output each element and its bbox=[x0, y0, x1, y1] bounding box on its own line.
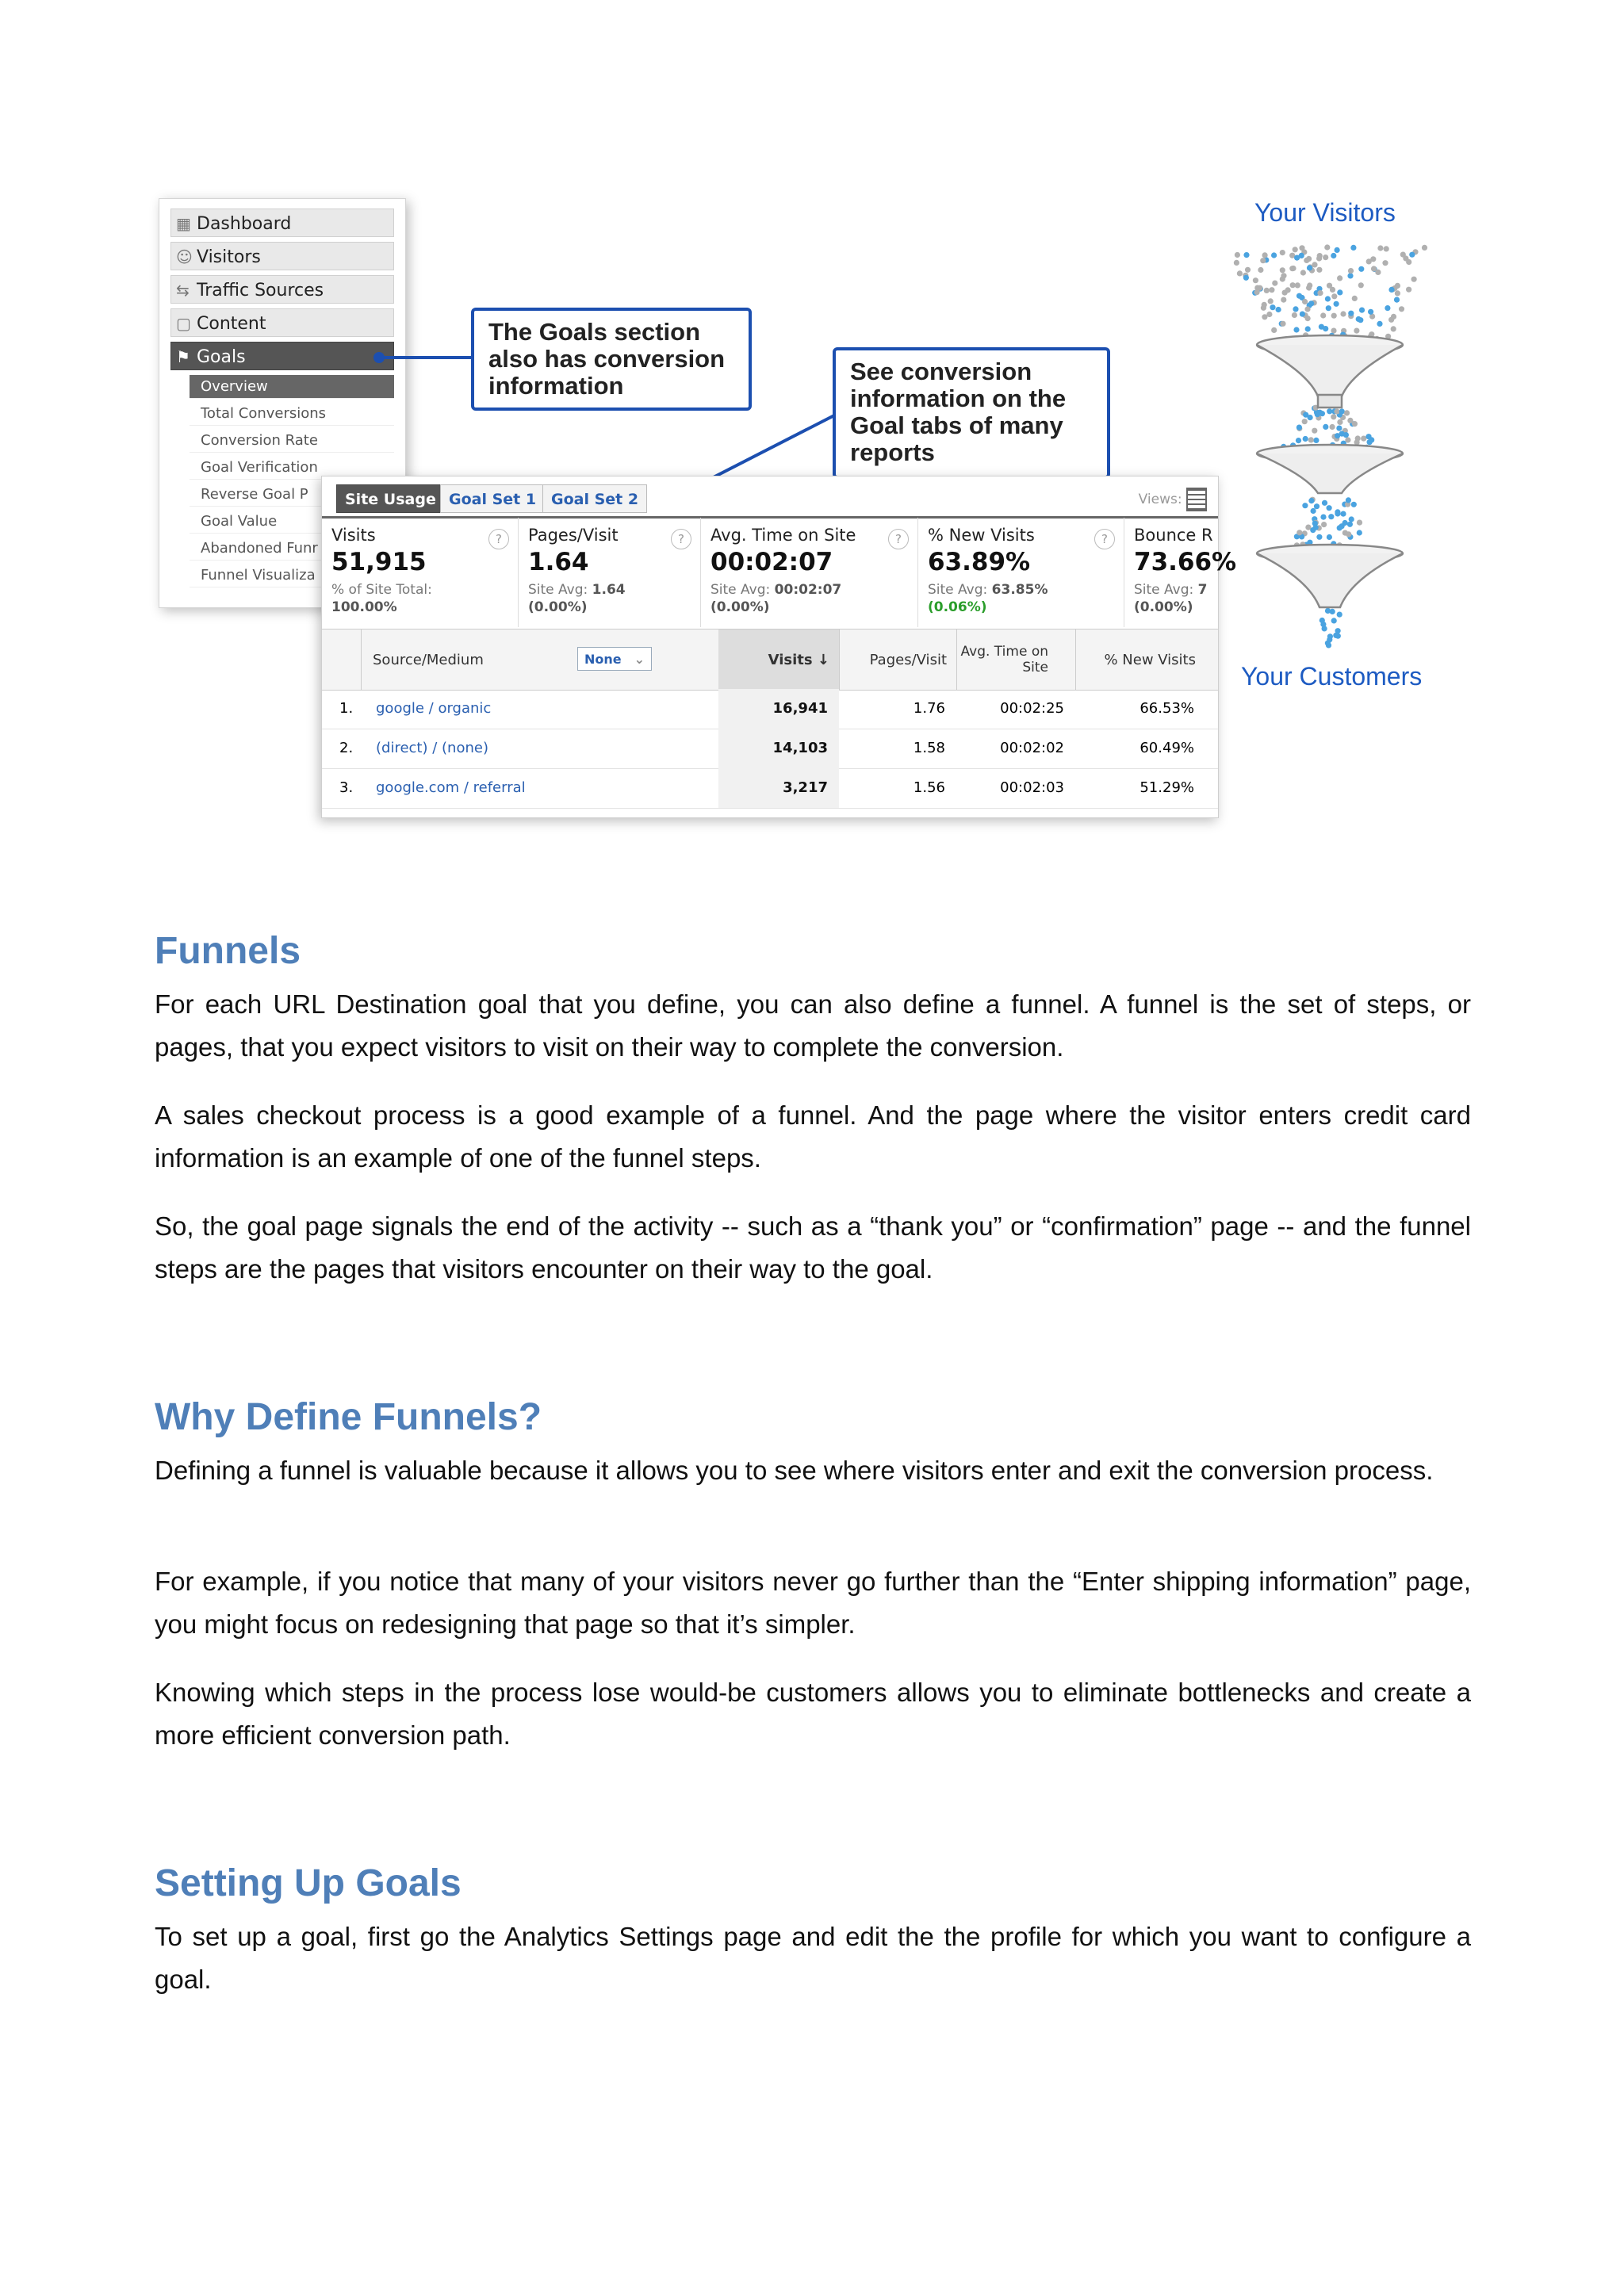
visitor-dot bbox=[1303, 412, 1308, 418]
visitor-dot bbox=[1294, 255, 1300, 261]
visitor-dot bbox=[1411, 277, 1417, 282]
visitor-dot bbox=[1269, 287, 1274, 293]
visitor-dot bbox=[1349, 516, 1354, 522]
visitor-dot bbox=[1354, 328, 1359, 334]
funnel-stage-3 bbox=[1257, 545, 1403, 607]
visitor-dot bbox=[1335, 509, 1340, 515]
visitor-dot bbox=[1280, 321, 1285, 327]
visitor-dot bbox=[1357, 520, 1362, 526]
visitor-dot bbox=[1347, 273, 1353, 278]
visitor-dot bbox=[1322, 626, 1327, 631]
help-icon[interactable]: ? bbox=[1094, 529, 1115, 549]
grid-view-icon[interactable] bbox=[1186, 488, 1207, 511]
visitor-dot bbox=[1352, 296, 1358, 301]
person-icon: ☺ bbox=[176, 247, 193, 266]
table-header bbox=[322, 629, 1218, 691]
visitor-dot bbox=[1342, 530, 1348, 536]
visitor-dot bbox=[1316, 267, 1322, 273]
visitor-dot bbox=[1321, 522, 1327, 527]
visitor-dot bbox=[1317, 253, 1323, 258]
metric-sub: Site Avg: 63.85% (0.06%) bbox=[928, 582, 1048, 615]
visitor-dot bbox=[1385, 305, 1390, 311]
visitor-dot bbox=[1330, 424, 1335, 430]
visitor-dot bbox=[1313, 438, 1319, 443]
visitor-dot bbox=[1324, 244, 1330, 250]
visitor-dot bbox=[1293, 247, 1298, 252]
new-visits-cell: 60.49% bbox=[1139, 740, 1194, 756]
dashboard-icon: ▦ bbox=[176, 214, 191, 233]
visitor-dot bbox=[1262, 252, 1268, 258]
traffic-icon: ⇆ bbox=[176, 281, 190, 300]
sidebar-item-label: Visitors bbox=[197, 247, 261, 267]
visitor-dot bbox=[1331, 293, 1337, 299]
paragraph: A sales checkout process is a good example of a funnel. And the page where the visitor enters credit card information is an example of one of the funnel steps. bbox=[155, 1100, 1471, 1173]
sub-item-goal-verification[interactable]: Goal Verification bbox=[190, 456, 394, 480]
metric-new-visits bbox=[918, 518, 1124, 627]
visitor-dot bbox=[1297, 425, 1302, 430]
visitor-dot bbox=[1391, 326, 1396, 331]
visits-cell: 16,941 bbox=[718, 689, 839, 729]
visitor-dot bbox=[1302, 299, 1308, 304]
visitor-dot bbox=[1314, 503, 1320, 509]
report-panel bbox=[321, 476, 1237, 818]
visitor-dot bbox=[1302, 503, 1308, 508]
visitor-dot bbox=[1337, 612, 1342, 618]
visitor-dot bbox=[1323, 254, 1328, 260]
source-link[interactable]: (direct) / (none) bbox=[376, 740, 488, 756]
report-tabbar bbox=[322, 476, 1218, 519]
visitor-dot bbox=[1347, 522, 1353, 527]
table-row bbox=[322, 689, 1218, 729]
tab-goal-set-1[interactable]: Goal Set 1 bbox=[440, 484, 545, 513]
tab-site-usage[interactable]: Site Usage bbox=[336, 484, 445, 513]
visitor-dot bbox=[1281, 297, 1286, 303]
help-icon[interactable]: ? bbox=[888, 529, 909, 549]
visitor-dot bbox=[1330, 609, 1335, 614]
visitor-dot bbox=[1280, 250, 1285, 255]
new-visits-cell: 66.53% bbox=[1139, 700, 1194, 717]
visitor-dot bbox=[1395, 283, 1400, 289]
visitor-dot bbox=[1339, 431, 1345, 437]
visitor-dot bbox=[1331, 253, 1336, 258]
chevron-down-icon: ⌄ bbox=[634, 652, 645, 667]
visitor-dot bbox=[1365, 434, 1371, 439]
sub-item-abandoned-funnels[interactable]: Abandoned Funr bbox=[190, 537, 394, 561]
visitor-dot bbox=[1331, 313, 1337, 319]
metric-sub: Site Avg: 7 (0.00%) bbox=[1134, 582, 1208, 615]
visitor-dot bbox=[1320, 515, 1326, 520]
visitor-dot bbox=[1307, 282, 1312, 288]
sub-item-overview[interactable]: Overview bbox=[190, 375, 394, 399]
visitor-dot bbox=[1312, 521, 1318, 526]
visitor-dot bbox=[1348, 311, 1354, 316]
metric-sub: Site Avg: 00:02:07 (0.00%) bbox=[710, 582, 842, 615]
visitor-dot bbox=[1237, 270, 1243, 276]
visitor-dot bbox=[1262, 314, 1267, 320]
visitor-dot bbox=[1406, 287, 1411, 293]
visitor-dot bbox=[1337, 289, 1342, 295]
pages-cell: 1.56 bbox=[913, 779, 945, 796]
visitor-dot bbox=[1342, 520, 1348, 526]
visitor-dot bbox=[1297, 293, 1302, 299]
new-visits-cell: 51.29% bbox=[1139, 779, 1194, 796]
visitor-dot bbox=[1356, 316, 1362, 322]
metric-name: Pages/Visit bbox=[528, 526, 619, 545]
time-cell: 00:02:03 bbox=[1000, 779, 1064, 796]
visitor-dot bbox=[1281, 273, 1286, 278]
visitor-dot bbox=[1268, 298, 1274, 304]
visitor-dot bbox=[1311, 508, 1316, 514]
visitor-dot bbox=[1361, 436, 1366, 442]
visitor-dot bbox=[1308, 498, 1314, 503]
visitor-dot bbox=[1270, 304, 1275, 310]
metric-pages-visit bbox=[519, 518, 701, 627]
your-customers-label: Your Customers bbox=[1241, 662, 1423, 691]
metric-name: Avg. Time on Site bbox=[710, 526, 856, 545]
sidebar-item-label: Goals bbox=[197, 347, 246, 367]
visitor-dot bbox=[1310, 527, 1316, 533]
visitor-dot bbox=[1394, 297, 1400, 303]
help-icon[interactable]: ? bbox=[671, 529, 691, 549]
visitor-dot bbox=[1337, 275, 1342, 281]
visitor-dot bbox=[1307, 265, 1312, 270]
visitor-dot bbox=[1280, 267, 1285, 273]
funnel-illustration bbox=[1221, 238, 1451, 666]
sidebar-item-label: Content bbox=[197, 314, 266, 334]
visitor-dot bbox=[1253, 277, 1258, 283]
visitor-dot bbox=[1304, 258, 1309, 263]
visitor-dot bbox=[1346, 497, 1351, 503]
visitor-dot bbox=[1317, 410, 1323, 415]
metric-value: 63.89% bbox=[928, 548, 1031, 576]
table-row bbox=[322, 729, 1218, 769]
visitor-dot bbox=[1305, 326, 1311, 331]
visitor-dot bbox=[1312, 428, 1317, 434]
visitor-dot bbox=[1406, 259, 1411, 265]
funnel-stage-2 bbox=[1257, 445, 1403, 493]
visitor-dot bbox=[1352, 421, 1358, 427]
source-link[interactable]: google.com / referral bbox=[376, 779, 526, 796]
col-source-medium[interactable]: Source/Medium bbox=[373, 651, 484, 668]
visitor-dot bbox=[1358, 282, 1364, 288]
visitor-dot bbox=[1323, 424, 1328, 430]
visitor-dot bbox=[1234, 260, 1239, 266]
page-icon: ▢ bbox=[176, 314, 191, 333]
visitor-dot bbox=[1295, 282, 1300, 288]
visitor-dot bbox=[1320, 618, 1325, 623]
visitor-dot bbox=[1264, 288, 1270, 293]
visitor-dot bbox=[1325, 296, 1331, 301]
visitor-dot bbox=[1260, 258, 1266, 263]
visitor-dot bbox=[1368, 309, 1373, 315]
your-visitors-label: Your Visitors bbox=[1254, 198, 1396, 227]
visitor-dot bbox=[1243, 252, 1249, 258]
goal-tabs-callout: See conversion information on the Goal tabs of many reports bbox=[833, 347, 1110, 479]
visitor-dot bbox=[1331, 328, 1336, 334]
visitor-dot bbox=[1327, 534, 1332, 540]
visitor-dot bbox=[1334, 408, 1339, 414]
metric-value: 73.66% bbox=[1134, 548, 1237, 576]
visitor-dot bbox=[1348, 268, 1354, 274]
visits-cell: 3,217 bbox=[718, 768, 839, 808]
visitor-dot bbox=[1331, 618, 1337, 623]
visitor-dot bbox=[1371, 266, 1377, 271]
visitor-dot bbox=[1296, 438, 1301, 443]
metric-value: 1.64 bbox=[528, 548, 589, 576]
source-link[interactable]: google / organic bbox=[376, 700, 492, 717]
visitor-dot bbox=[1333, 633, 1339, 638]
col-visits[interactable]: Visits ↓ bbox=[718, 629, 839, 690]
views-label: Views: bbox=[1138, 492, 1182, 507]
visitor-dot bbox=[1254, 285, 1260, 291]
funnel-stage-1 bbox=[1257, 335, 1403, 408]
visitor-dot bbox=[1292, 312, 1297, 318]
visitor-dot bbox=[1377, 321, 1382, 327]
time-cell: 00:02:02 bbox=[1000, 740, 1064, 756]
visitor-dot bbox=[1303, 436, 1308, 442]
visitor-dot bbox=[1290, 266, 1296, 271]
visitor-dot bbox=[1272, 281, 1277, 286]
visitor-dot bbox=[1334, 301, 1339, 307]
metric-avg-time bbox=[701, 518, 918, 627]
visitor-dot bbox=[1351, 502, 1357, 507]
visitor-dot bbox=[1262, 302, 1267, 308]
views-control[interactable] bbox=[1139, 488, 1207, 511]
paragraph: For each URL Destination goal that you define, you can also define a funnel. A funnel is the set of steps, or pages, that you expect visitors to visit on their way to complete the conversion. bbox=[155, 989, 1471, 1062]
visitor-dot bbox=[1327, 408, 1332, 414]
secondary-dimension-select[interactable]: None ⌄ bbox=[577, 647, 652, 671]
visitor-dot bbox=[1308, 437, 1314, 442]
table-row bbox=[322, 768, 1218, 809]
visitor-dot bbox=[1340, 311, 1346, 316]
visitor-dot bbox=[1388, 287, 1394, 293]
visitor-dot bbox=[1243, 275, 1249, 281]
visitor-dot bbox=[1300, 270, 1306, 275]
visitor-dot bbox=[1350, 245, 1356, 251]
visits-cell: 14,103 bbox=[718, 729, 839, 768]
sidebar-item-label: Traffic Sources bbox=[197, 281, 324, 300]
paragraph: To set up a goal, first go the Analytics Settings page and edit the the profile for which you want to configure a goal. bbox=[155, 1922, 1471, 1994]
visitor-dot bbox=[1391, 314, 1396, 320]
visitor-dot bbox=[1344, 410, 1350, 415]
metric-value: 51,915 bbox=[331, 548, 427, 576]
paragraph: Defining a funnel is valuable because it allows you to see where visitors enter and exit the conversion process. bbox=[155, 1456, 1434, 1485]
heading-why-define-funnels: Why Define Funnels? bbox=[155, 1396, 542, 1438]
visitor-dot bbox=[1331, 414, 1336, 419]
visitor-dot bbox=[1327, 505, 1332, 511]
goals-callout: The Goals section also has conversion information bbox=[471, 308, 752, 411]
visitor-dot bbox=[1322, 500, 1327, 506]
col-pages-visit[interactable]: Pages/Visit bbox=[839, 629, 956, 690]
sort-arrow-icon: ↓ bbox=[817, 651, 829, 668]
visitor-dot bbox=[1293, 327, 1299, 332]
visitor-dot bbox=[1316, 534, 1322, 540]
sub-item-reverse-goal[interactable]: Reverse Goal P bbox=[190, 483, 394, 507]
visitor-dot bbox=[1271, 327, 1277, 333]
visitor-dot bbox=[1367, 439, 1373, 445]
metric-bounce-rate bbox=[1124, 518, 1235, 627]
visitor-dot bbox=[1235, 252, 1240, 258]
visitor-dot bbox=[1339, 408, 1345, 414]
paragraph: So, the goal page signals the end of the activity -- such as a “thank you” or “confirmation” page -- and the funnel steps are the pages that visitors encounter on their way to the goal. bbox=[155, 1211, 1471, 1284]
visitor-dot bbox=[1345, 437, 1350, 442]
visitor-dot bbox=[1320, 312, 1326, 318]
visitor-dot bbox=[1326, 305, 1331, 311]
visitor-dot bbox=[1276, 307, 1281, 312]
visitor-dot bbox=[1399, 306, 1404, 312]
visitor-dot bbox=[1302, 419, 1308, 424]
visitor-dot bbox=[1395, 290, 1400, 296]
col-avg-time[interactable]: Avg. Time on Site bbox=[956, 629, 1058, 690]
visitor-dot bbox=[1336, 426, 1342, 431]
sub-item-goal-value[interactable]: Goal Value bbox=[190, 510, 394, 534]
visitor-dot bbox=[1245, 267, 1251, 273]
metric-sub: Site Avg: 1.64 (0.00%) bbox=[528, 582, 626, 615]
visitor-dot bbox=[1382, 260, 1388, 266]
visitor-dot bbox=[1304, 306, 1310, 312]
visitor-dot bbox=[1357, 530, 1362, 535]
visitor-dot bbox=[1319, 324, 1324, 330]
sub-item-funnel-visualization[interactable]: Funnel Visualiza bbox=[190, 564, 394, 587]
paragraph: Knowing which steps in the process lose would-be customers allows you to eliminate bottlenecks and create a more efficient conversion path. bbox=[155, 1678, 1471, 1750]
flag-icon: ⚑ bbox=[176, 347, 190, 366]
visitor-dot bbox=[1384, 246, 1389, 251]
metric-sub: % of Site Total: 100.00% bbox=[331, 582, 432, 615]
visitor-dot bbox=[1377, 245, 1383, 251]
paragraph: For example, if you notice that many of your visitors never go further than the “Enter shipping information” page, you might focus on redesigning that page so that it’s simpler. bbox=[155, 1567, 1471, 1639]
visitor-dot bbox=[1335, 247, 1340, 253]
sub-item-conversion-rate[interactable]: Conversion Rate bbox=[190, 429, 394, 453]
metric-value: 00:02:07 bbox=[710, 548, 833, 576]
metric-name: Bounce R bbox=[1134, 526, 1213, 545]
visitor-dot bbox=[1422, 245, 1427, 251]
visitor-dot bbox=[1370, 256, 1376, 262]
heading-funnels: Funnels bbox=[155, 930, 301, 972]
metric-name: Visits bbox=[331, 526, 376, 545]
visitor-dot bbox=[1300, 312, 1305, 317]
col-new-visits[interactable]: % New Visits bbox=[1075, 629, 1205, 690]
visitor-dot bbox=[1317, 290, 1323, 296]
row-number: 2. bbox=[339, 740, 354, 756]
visitor-dot bbox=[1285, 287, 1291, 293]
row-number: 1. bbox=[339, 700, 354, 717]
sidebar-item-label: Dashboard bbox=[197, 214, 292, 234]
row-number: 3. bbox=[339, 779, 354, 796]
visitor-dot bbox=[1340, 511, 1346, 517]
visitor-dot bbox=[1359, 308, 1365, 313]
visitor-dot bbox=[1293, 306, 1298, 312]
visitor-dot bbox=[1358, 266, 1364, 272]
visitor-dot bbox=[1325, 641, 1331, 646]
metric-visits bbox=[322, 518, 519, 627]
visitor-dot bbox=[1337, 419, 1342, 425]
heading-setting-up-goals: Setting Up Goals bbox=[155, 1862, 462, 1904]
sub-item-total-conversions[interactable]: Total Conversions bbox=[190, 402, 394, 426]
visitor-dot bbox=[1297, 530, 1302, 535]
visitor-dot bbox=[1409, 252, 1415, 258]
tab-goal-set-2[interactable]: Goal Set 2 bbox=[542, 484, 647, 513]
visitor-dot bbox=[1328, 514, 1334, 519]
pages-cell: 1.58 bbox=[913, 740, 945, 756]
visitor-dot bbox=[1258, 267, 1263, 273]
pages-cell: 1.76 bbox=[913, 700, 945, 717]
help-icon[interactable]: ? bbox=[488, 529, 509, 549]
time-cell: 00:02:25 bbox=[1000, 700, 1064, 717]
visitor-dot bbox=[1271, 252, 1277, 258]
visitor-dot bbox=[1330, 287, 1335, 293]
metric-name: % New Visits bbox=[928, 526, 1035, 545]
